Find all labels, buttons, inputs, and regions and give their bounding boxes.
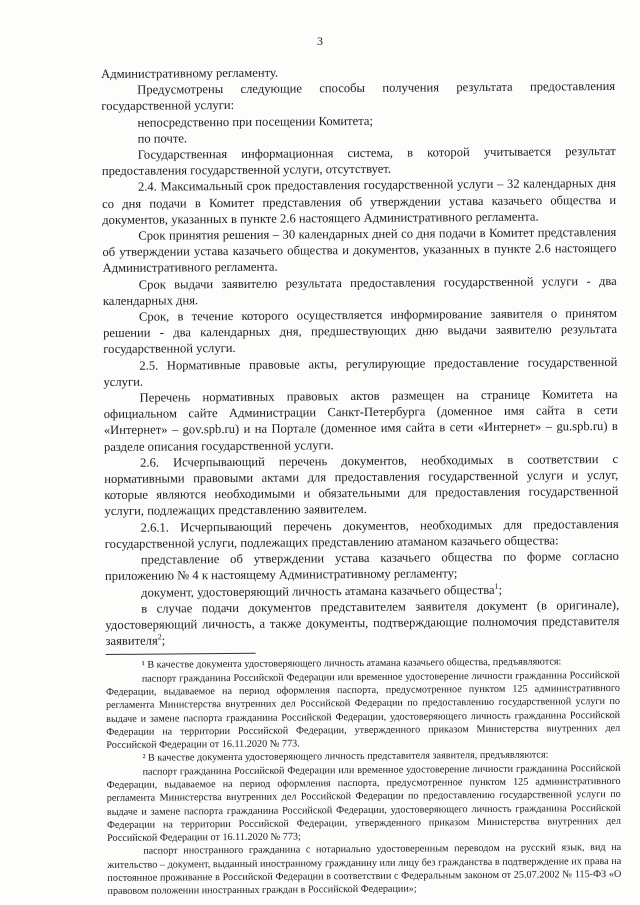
footnote-ref: 1 [494,581,499,591]
footnotes [106,655,622,898]
document-body [101,62,622,899]
paragraph: в случае подачи документов представителем заявителя документ (в оригинале), удостоверяющий личность, а также документы, подтверждающие полномочия представителя заявителя$^2$; [105,597,620,649]
paragraph: Перечень нормативных правовых актов размещен на странице Комитета на официальном сайте Администрации Санкт-Петербурга (доменное имя сайта в сети «Интернет» – gov.spb.ru) и на Портале (доменное имя сайта в сети «Интернет» – gu.spb.ru) в разделе описания государственной услуги. [103,387,618,454]
footnote: ² В качестве документа удостоверяющего личность представителя заявителя, предъявляются: [142,749,549,765]
paragraph: 2.6.1. Исчерпывающий перечень документов, необходимых для предоставления государственной услуги, подлежащих представлению атаманом казачьего общества: [104,516,619,551]
paragraph: Срок, в течение которого осуществляется информирование заявителя о принятом решении - два календарных дня, предшествующих дню выдачи заявителю результата государственной услуги. [103,306,618,357]
paragraph: документ, удостоверяющий личность атамана казачьего общества$^1$; [141,581,503,600]
paragraph: 2.6. Исчерпывающий перечень документов, необходимых в соответствии с нормативными правовыми актами для предоставления государственной услуги и услуг, которые являются необходимыми и обязательными для предоставления государственной услуги, подлежащих представлению заявителем. [104,451,619,519]
paragraph: 2.5. Нормативные правовые акты, регулирующие предоставление государственной услуги. [103,354,618,389]
paragraph: Административному регламенту. [101,65,279,81]
footnote: паспорт гражданина Российской Федерации или временное удостоверение личности гражданина Российской Федерации, выдаваемое на период оформления паспорта, предусмотренное пунктом 125 административного регламента Министерства внутренних дел Российской Федерации по предоставлению государственной услуги по выдаче и замене паспорта гражданина Российской Федерации, удостоверяющего личность гражданина Российской Федерации на территории Российской Федерации, утвержденного приказом Министерства внутренних дел Российской Федерации от 16.11.2020 № 773; [106,762,621,845]
paragraph: непосредственно при посещении Комитета; [137,113,374,130]
paragraph: Срок принятия решения – 30 календарных дней со дня подачи в Комитет представления об утверждении устава казачьего общества и документов, указанных в пункте 2.6 настоящего Административного регламента. [102,224,617,276]
footnote: ¹ В качестве документа удостоверяющего личность атамана казачьего общества, предъявляются: [141,656,562,672]
main-text [101,62,620,649]
footnote-ref: 2 [157,632,162,642]
page-number: 3 [317,34,323,48]
paragraph: 2.4. Максимальный срок предоставления государственной услуги – 32 календарных дня со дня подачи в Комитет представления об утверждении устава казачьего общества и документов, указанных в пункте 2.6 настоящего Административного регламента. [102,176,617,227]
footnote: паспорт иностранного гражданина с нотариально удостоверенным переводом на русский язык, вид на жительство – документ, выданный иностранному гражданину или лицу без гражданства в подтверждение их права на постоянное проживание в Российской Федерации в соответствии с Федеральным законом от 25.07.2002 № 115-ФЗ «О правовом положении иностранных граждан в Российской Федерации»; [107,842,622,898]
footnote: паспорт гражданина Российской Федерации или временное удостоверение личности гражданина Российской Федерации, выдаваемое на период оформления паспорта, предусмотренное пунктом 125 административного регламента Министерства внутренних дел Российской Федерации по предоставлению государственной услуги по выдаче и замене паспорта гражданина Российской Федерации, удостоверяющего личность гражданина Российской Федерации на территории Российской Федерации, утвержденного приказом Министерства внутренних дел Российской Федерации от 16.11.2020 № 773. [105,669,621,752]
paragraph: представление об утверждении устава казачьего общества по форме согласно приложению № 4 к настоящему Административному регламенту; [104,549,619,584]
paragraph: Срок выдачи заявителю результата предоставления государственной услуги - два календарных дня. [102,273,617,308]
paragraph: по почте. [137,131,188,146]
paragraph: Государственная информационная система, в которой учитывается результат предоставления государственной услуги, отсутствует. [101,143,616,179]
paragraph: Предусмотрены следующие способы получения результата предоставления государственной услуги: [101,79,616,114]
footnote-separator [106,653,256,655]
